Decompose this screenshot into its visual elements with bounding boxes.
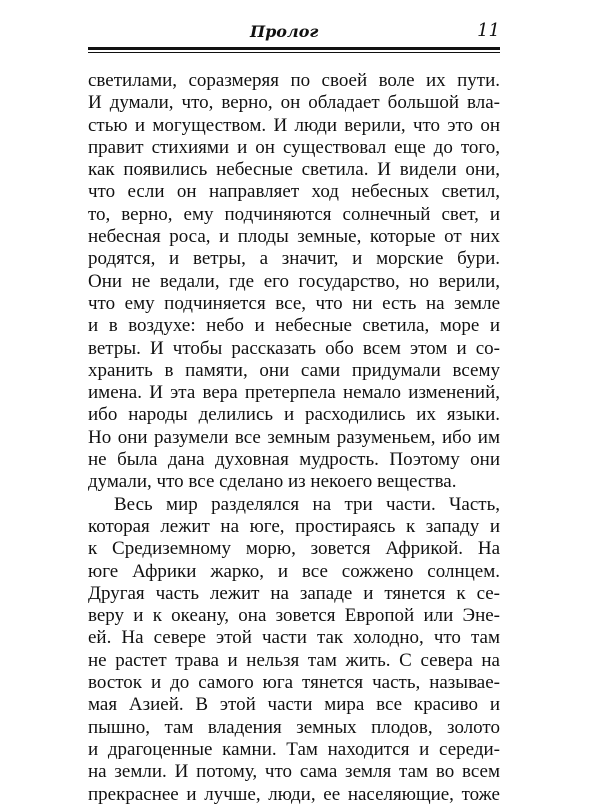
text-line: ветры. И чтобы рассказать обо всем этом и со- (88, 337, 500, 359)
text-line: Другая часть лежит на западе и тянется к се- (88, 582, 500, 604)
text-line: Но они разумели все земным разуменьем, ибо им (88, 426, 500, 448)
text-line: юге Африки жарко, и все сожжено солнцем. (88, 560, 500, 582)
text-line: хранить в памяти, они сами придумали всему (88, 359, 500, 381)
text-line: правит стихиями и он существовал еще до того, (88, 136, 500, 158)
text-line: и в воздухе: небо и небесные светила, море и (88, 315, 500, 337)
text-line: Они не ведали, где его государство, но верили, (88, 270, 500, 292)
text-line: имена. И эта вера претерпела немало изменений, (88, 382, 500, 404)
paragraph (88, 70, 500, 494)
text-line: что если он направляет ход небесных светил, (88, 181, 500, 203)
paragraph (88, 494, 500, 806)
page-number: 11 (477, 20, 500, 41)
chapter-title: Пролог (250, 22, 319, 41)
text-line: стью и могуществом. И люди верили, что это он (88, 114, 500, 136)
text-line: и драгоценные камни. Там находится и середи- (88, 738, 500, 760)
text-line: как появились небесные светила. И видели они, (88, 159, 500, 181)
text-line: не была дана духовная мудрость. Поэтому они (88, 449, 500, 471)
header-rule-thick (88, 47, 500, 50)
text-line: на земли. И потому, что сама земля там во всем (88, 761, 500, 783)
text-line: веру и к океану, она зовется Европой или Эне- (88, 605, 500, 627)
text-line: которая лежит на юге, простираясь к западу и (88, 515, 500, 537)
running-head (88, 22, 500, 46)
text-line: ей. На севере этой части так холодно, что там (88, 627, 500, 649)
text-line: Весь мир разделялся на три части. Часть, (114, 493, 500, 515)
text-line: И думали, что, верно, он обладает большой вла- (88, 92, 500, 114)
text-line: думали, что все сделано из некоего вещества. (88, 471, 457, 493)
text-line: прекраснее и лучше, люди, ее населяющие, тоже (88, 783, 500, 805)
text-line: мая Азией. В этой части мира все красиво и (88, 694, 500, 716)
text-line: светилами, соразмеряя по своей воле их пути. (88, 70, 500, 91)
text-line: восток и до самого юга тянется часть, называе- (88, 672, 500, 694)
text-line: что ему подчиняется все, что ни есть на земле (88, 292, 500, 314)
text-line: то, верно, ему подчиняются солнечный свет, и (88, 203, 500, 225)
header-rule-thin (88, 52, 500, 53)
text-line: не растет трава и нельзя там жить. С севера на (88, 649, 500, 671)
text-line: пышно, там владения земных плодов, золото (88, 716, 500, 738)
body-text (88, 70, 500, 806)
text-line: к Средиземному морю, зовется Африкой. На (88, 538, 500, 560)
text-line: небесная роса, и плоды земные, которые от них (88, 226, 500, 248)
text-line: ибо народы делились и расходились их языки. (88, 404, 500, 426)
text-line: родятся, и ветры, а значит, и морские бури. (88, 248, 500, 270)
